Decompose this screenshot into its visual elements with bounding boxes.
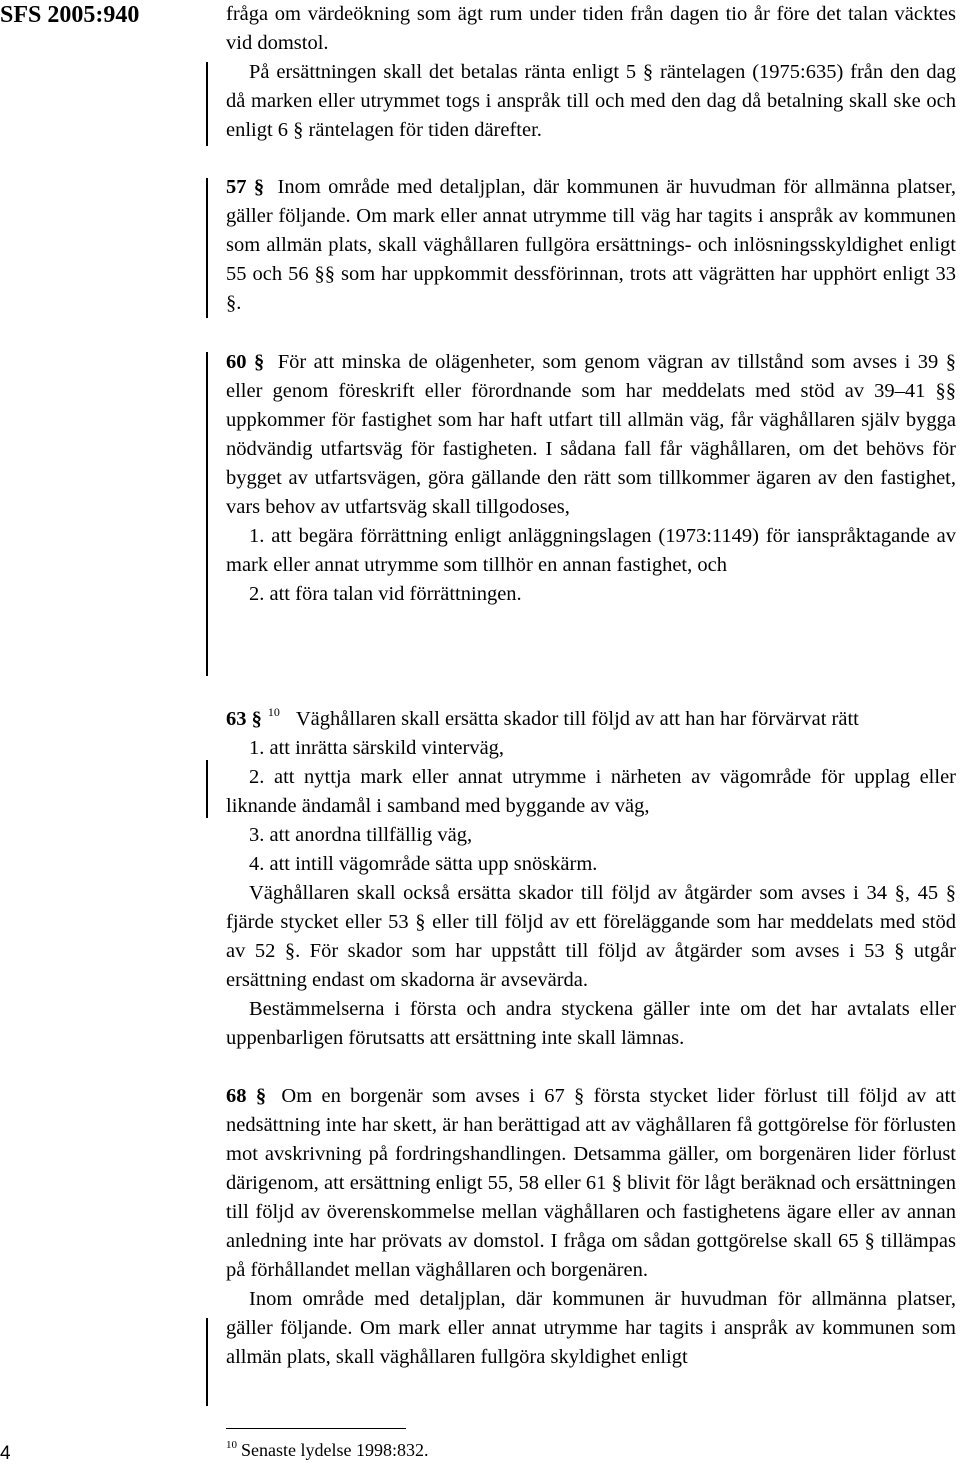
revision-bar: [206, 352, 208, 676]
list-item: 3. att anordna tillfällig väg,: [249, 824, 473, 846]
paragraph: 68 § Om en borgenär som avses i 67 § första stycket lider förlust till följd av att nedsättning inte har skett, är han berättigad att av väghållaren få gottgörelse för förlusten mot avskrivning på fordringshandlingen. Detsamma gäller, om borgenären lider förlust därigenom, att ersättning enligt 55, 58 eller 61 § blivit för lågt beräknad och ersättningen till följd av överenskommelse mellan väghållaren och fastighetens ägare eller av annan anledning inte har prövats av domstol. I fråga om sådan gottgörelse skall 65 § tillämpas på förhållandet mellan väghållaren och borgenären.: [226, 1085, 957, 1281]
section-60: [226, 348, 956, 609]
revision-bar: [206, 178, 208, 318]
footnote-text: Senaste lydelse 1998:832.: [241, 1440, 429, 1460]
paragraph: 60 § För att minska de olägenheter, som genom vägran av tillstånd som avses i 39 § eller genom föreskrift eller förordnande som har meddelats med stöd av 39–41 §§ uppkommer för fastighet som har haft utfart till allmän väg, får väghållaren själv bygga nödvändig utfartsväg för fastigheten. I sådana fall får väghållaren, om det behövs för bygget av utfartsvägen, göra gällande den rätt som tillkommer ägaren av den fastighet, vars behov av utfartsväg skall tillgodoses,: [226, 351, 957, 518]
paragraph: Inom område med detaljplan, där kommunen är huvudman för allmänna platser, gäller följande. Om mark eller annat utrymme har tagits i anspråk av kommunen som allmän plats, skall väghållaren fullgöra skyldighet enligt: [226, 1288, 956, 1368]
footnote-divider: [226, 1428, 406, 1429]
footnote-number: 10: [226, 1439, 237, 1451]
section-number: 60 §: [226, 351, 265, 373]
paragraph: fråga om värdeökning som ägt rum under tiden från dagen tio år före det talan väcktes vid domstol.: [226, 3, 956, 54]
sfs-number: SFS 2005:940: [0, 2, 140, 28]
revision-bar: [206, 760, 208, 818]
paragraph: Väghållaren skall också ersätta skador till följd av åtgärder som avses i 34 §, 45 § fjärde stycket eller 53 § eller till följd av ett föreläggande som har meddelats med stöd av 52 §. För skador som har uppstått till följd av åtgärder som avses i 53 § utgår ersättning endast om skadorna är avsevärda.: [226, 882, 956, 991]
revision-bar: [206, 62, 208, 146]
section-63: [226, 698, 956, 1053]
block-continuation: [226, 0, 956, 145]
footnote: [226, 1432, 428, 1463]
paragraph: På ersättningen skall det betalas ränta enligt 5 § räntelagen (1975:635) från den dag då marken eller utrymmet togs i anspråk till och med den dag då betalning skall ske och enligt 6 § räntelagen för tiden därefter.: [226, 61, 956, 141]
paragraph: Bestämmelserna i första och andra styckena gäller inte om det har avtalats eller uppenbarligen förutsatts att ersättning inte skall lämnas.: [226, 998, 956, 1049]
paragraph: 2. att föra talan vid förrättningen.: [249, 583, 522, 605]
section-number: 68 §: [226, 1085, 267, 1107]
footnote-reference: 10: [267, 705, 280, 719]
list-item: 1. att inrätta särskild vinterväg,: [249, 737, 505, 759]
list-item: 4. att intill vägområde sätta upp snöskärm.: [249, 853, 598, 875]
section-number: 57 §: [226, 176, 265, 198]
list-item: 2. att nyttja mark eller annat utrymme i närheten av vägområde för upplag eller liknande ändamål i samband med byggande av väg,: [226, 766, 956, 817]
paragraph: 63 § $^{10}$ Väghållaren skall ersätta skador till följd av att han har förvärvat rätt: [226, 705, 859, 730]
paragraph: 1. att begära förrättning enligt anläggningslagen (1973:1149) för ianspråktagande av mark eller annat utrymme som tillhör en annan fastighet, och: [226, 525, 956, 576]
page-number: 4: [0, 1443, 11, 1464]
paragraph: 57 § Inom område med detaljplan, där kommunen är huvudman för allmänna platser, gäller följande. Om mark eller annat utrymme till väg har tagits i anspråk av kommunen som allmän plats, skall väghållaren fullgöra ersättnings- och inlösningsskyldighet enligt 55 och 56 §§ som har uppkommit dessförinnan, trots att vägrätten har upphört enligt 33 §.: [226, 176, 957, 314]
section-number: 63 §: [226, 708, 262, 730]
section-68: [226, 1082, 956, 1372]
revision-bar: [206, 1318, 208, 1406]
section-57: [226, 173, 956, 318]
